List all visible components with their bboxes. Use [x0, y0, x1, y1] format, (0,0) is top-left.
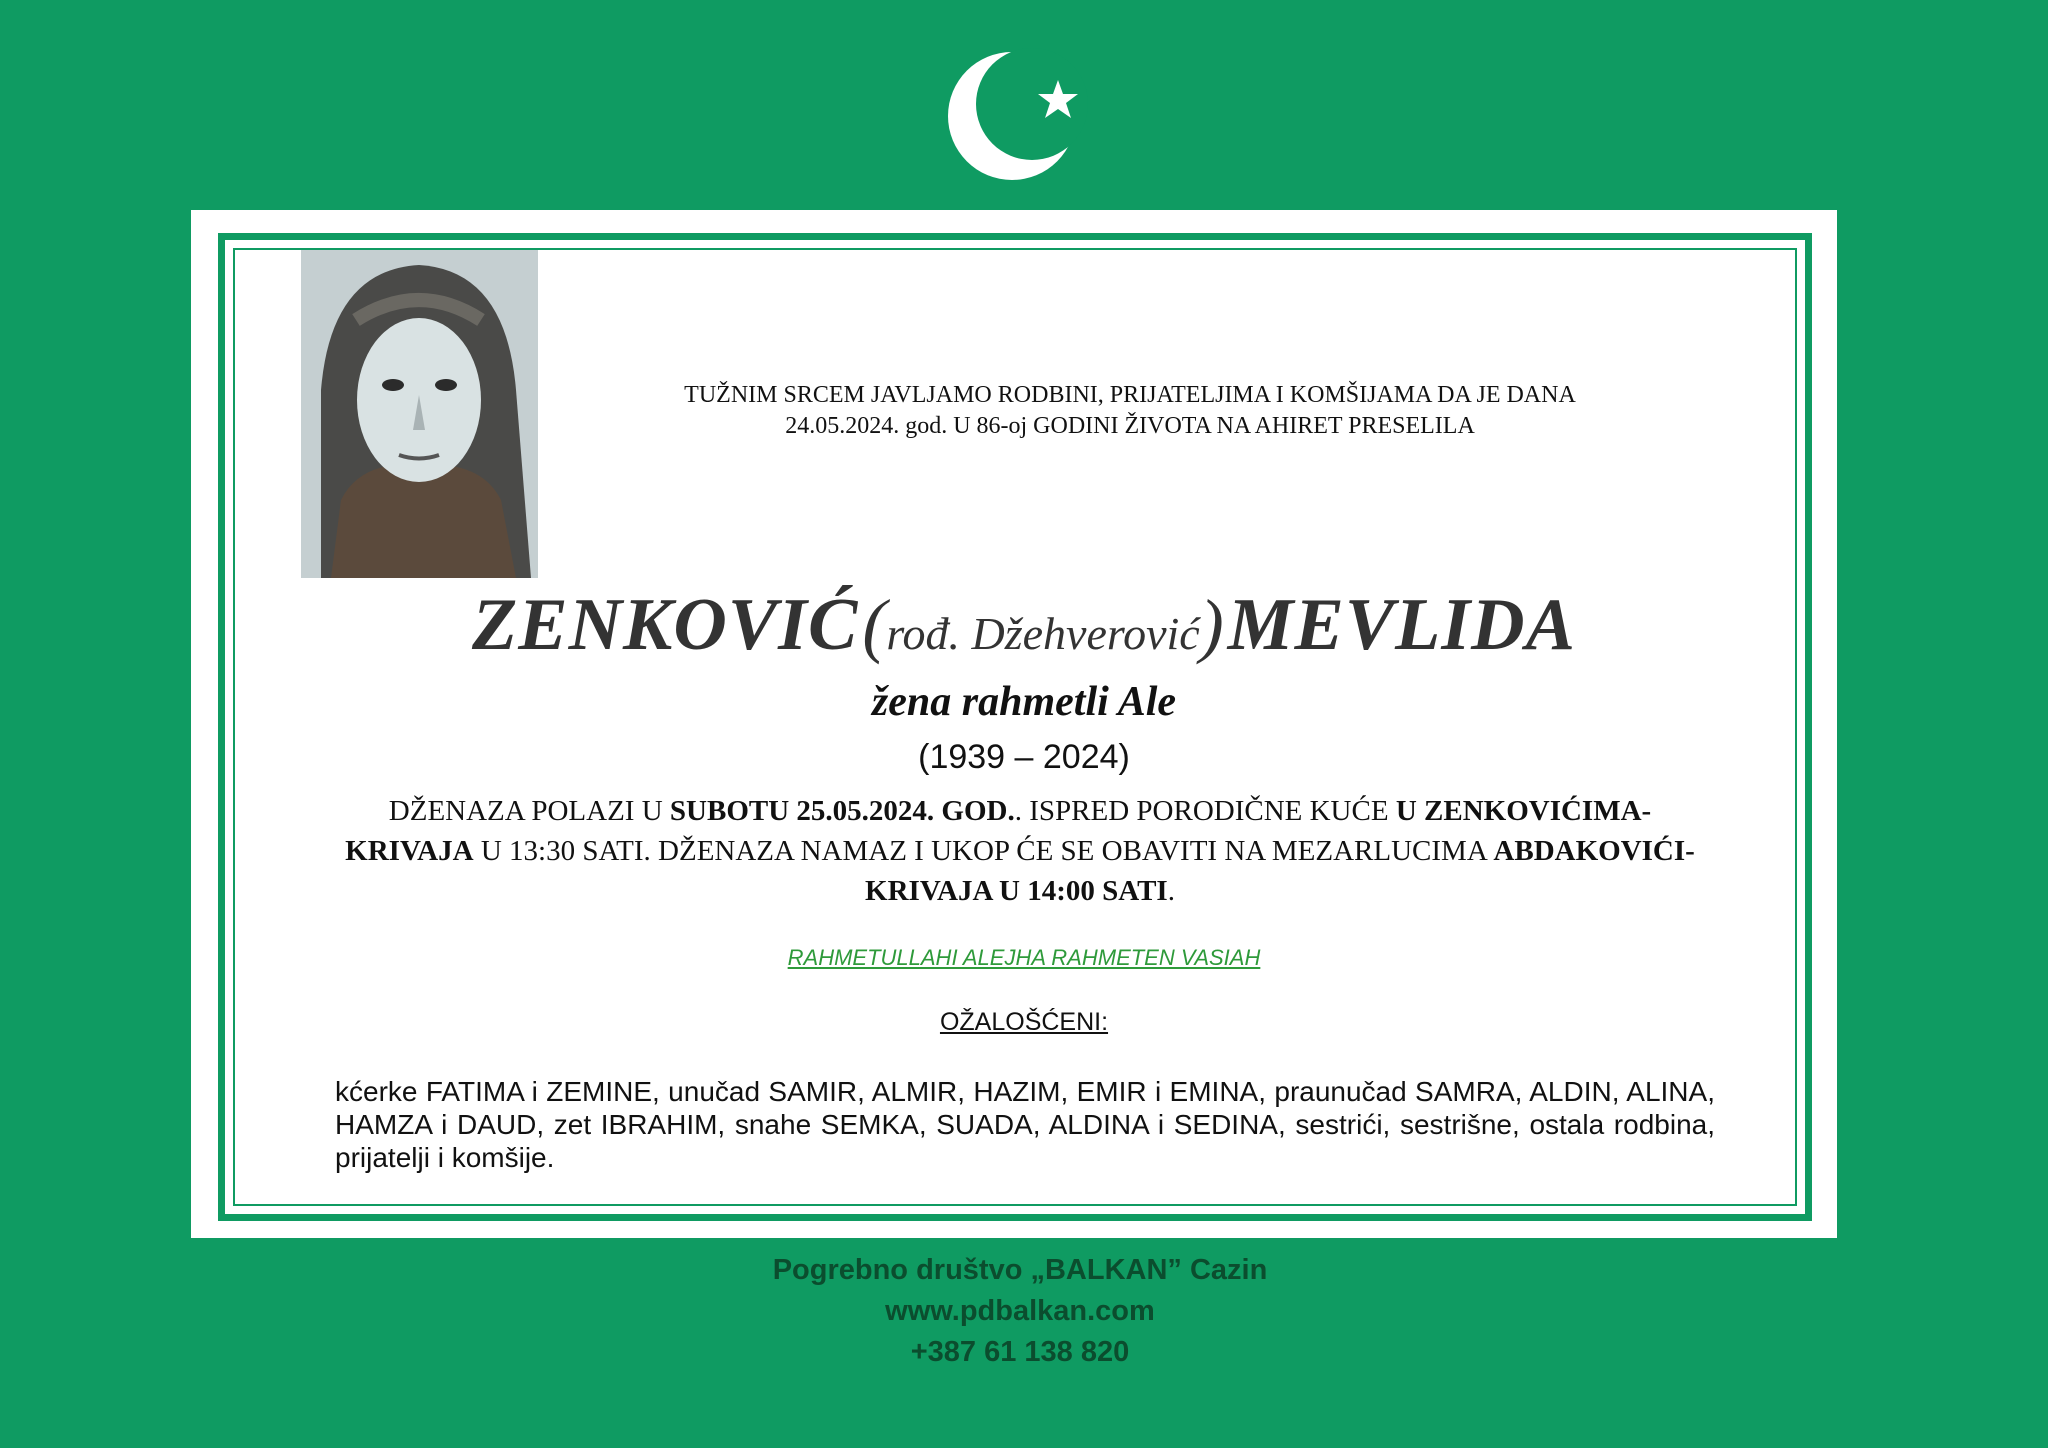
burial-location: ABDAKOVIĆI-KRIVAJA U 14:00 SATI	[865, 835, 1695, 907]
funeral-location: U ZENKOVIĆIMA-KRIVAJA	[345, 795, 1652, 867]
paren-close: )	[1199, 585, 1224, 665]
crescent-and-star-icon	[940, 40, 1100, 190]
mourners-heading: OŽALOŠĆENI:	[939, 1008, 1109, 1036]
funeral-text-1: DŽENAZA POLAZI U	[388, 795, 670, 827]
subtitle: žena rahmetli Ale	[871, 679, 1177, 725]
intro-line-1: TUŽNIM SRCEM JAVLJAMO RODBINI, PRIJATELJIMA I KOMŠIJAMA DA JE DANA	[684, 382, 1576, 408]
announcement-intro	[560, 380, 1700, 442]
funeral-text-2: . ISPRED PORODIČNE KUĆE	[1014, 795, 1396, 827]
funeral-home-footer	[600, 1250, 1440, 1373]
intro-line-2: 24.05.2024. god. U 86-oj GODINI ŽIVOTA NA AHIRET PRESELILA	[785, 413, 1475, 439]
company-name: Pogrebno društvo „BALKAN” Cazin	[772, 1254, 1268, 1286]
website-text: www.pdbalkan.com	[885, 1295, 1155, 1327]
prayer-line: RAHMETULLAHI ALEJHA RAHMETEN VASIAH	[787, 945, 1261, 970]
funeral-date: SUBOTU 25.05.2024. GOD	[669, 795, 1008, 827]
first-name: MEVLIDA	[1227, 584, 1576, 666]
funeral-text-3: U 13:30 SATI. DŽENAZA NAMAZ I UKOP ĆE SE OBAVITI NA MEZARLUCIMA	[473, 835, 1494, 867]
portrait-photo	[301, 250, 538, 578]
funeral-text-4: .	[1167, 875, 1175, 907]
surname: ZENKOVIĆ	[472, 584, 859, 666]
maiden-name: rođ. Džehverović	[886, 608, 1200, 659]
life-years: (1939 – 2024)	[918, 738, 1130, 776]
funeral-details: DŽENAZA POLAZI U SUBOTU 25.05.2024. GOD.. ISPRED PORODIČNE KUĆE U ZENKOVIĆIMA-KRIVAJA U 13:30 SATI. DŽENAZA NAMAZ I UKOP ĆE SE OBAVITI NA MEZARLUCIMA ABDAKOVIĆI-KRIVAJA U 14:00 SATI.	[345, 795, 1695, 907]
phone-number: +387 61 138 820	[910, 1336, 1130, 1368]
deceased-name	[300, 583, 1748, 668]
paren-open: (	[862, 585, 887, 665]
mourners-list: kćerke FATIMA i ZEMINE, unučad SAMIR, ALMIR, HAZIM, EMIR i EMINA, praunučad SAMRA, ALDIN, ALINA, HAMZA i DAUD, zet IBRAHIM, snahe SEMKA, SUADA, ALDINA i SEDINA, sestrići, sestrišne, ostala rodbina, prijatelji i komšije.	[335, 1076, 1715, 1173]
